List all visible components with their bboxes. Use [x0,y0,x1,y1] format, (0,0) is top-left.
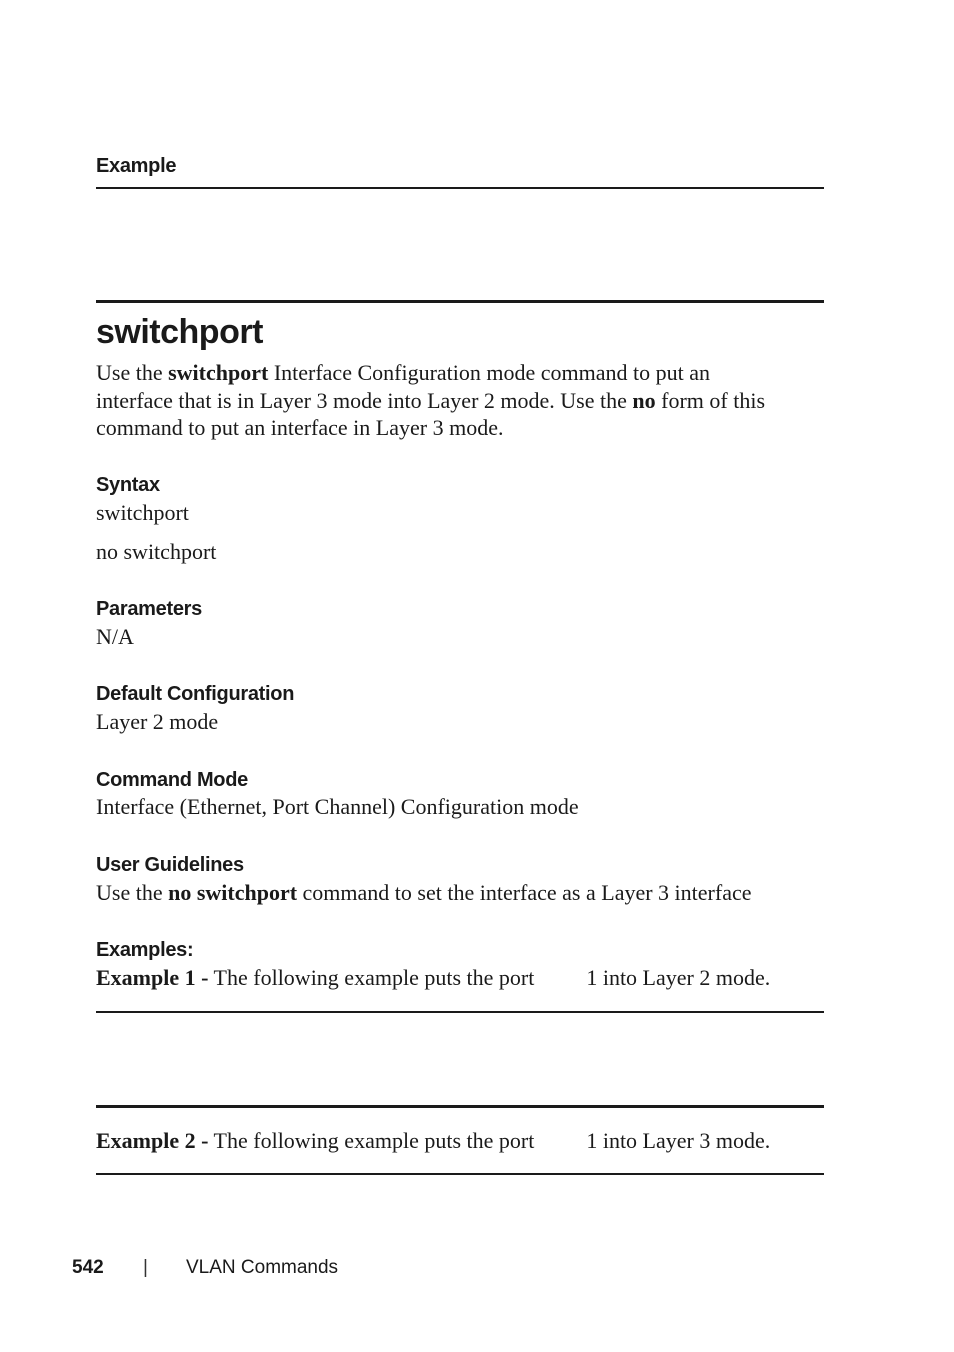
syntax-line-1: switchport [96,500,189,525]
example-1-label: Example 1 - [96,965,209,990]
default-config-heading: Default Configuration [96,683,295,705]
command-mode-value: Interface (Ethernet, Port Channel) Configuration mode [96,794,579,819]
desc-bold-no: no [632,387,656,413]
parameters-value: N/A [96,624,134,649]
parameters-heading: Parameters [96,598,202,620]
example-2-label: Example 2 - [96,1128,209,1153]
desc-text: Use the [96,360,169,385]
example-2-caption [96,1127,770,1155]
default-config-value: Layer 2 mode [96,709,219,734]
example-heading: Example [96,155,177,177]
example-rule [96,187,824,189]
example-1-rule [96,1011,824,1013]
desc-text: Interface Configuration mode command to put an [268,360,711,385]
example-1-code-end-rule [96,1105,824,1108]
guideline-text: command to set the interface as a Layer 3 interface [297,880,752,905]
guideline-text: Use the [96,880,169,905]
example-2-text: The following example puts the port [208,1128,535,1153]
example-1-text: The following example puts the port [208,965,535,990]
desc-text: form of this [655,387,766,413]
syntax-line-2: no switchport [96,539,217,564]
page-number: 542 [72,1257,104,1278]
example-1-tail: 1 into Layer 2 mode. [586,965,771,990]
title-rule [96,300,824,303]
syntax-heading: Syntax [96,474,160,496]
command-description [96,359,836,442]
footer-separator: | [143,1257,148,1278]
examples-heading: Examples: [96,939,194,961]
user-guidelines-text [96,879,751,907]
desc-text: interface that is in Layer 3 mode into Layer 2 mode. Use the [96,387,633,413]
example-2-tail: 1 into Layer 3 mode. [586,1128,771,1153]
desc-bold-command: switchport [168,360,269,385]
example-1-caption [96,964,770,992]
user-guidelines-heading: User Guidelines [96,854,244,876]
guideline-bold-command: no switchport [168,880,298,905]
desc-text: command to put an interface in Layer 3 mode. [96,415,504,440]
page-title: switchport [96,313,263,351]
command-mode-heading: Command Mode [96,769,248,791]
example-2-rule [96,1173,824,1175]
footer-section: VLAN Commands [186,1257,339,1278]
